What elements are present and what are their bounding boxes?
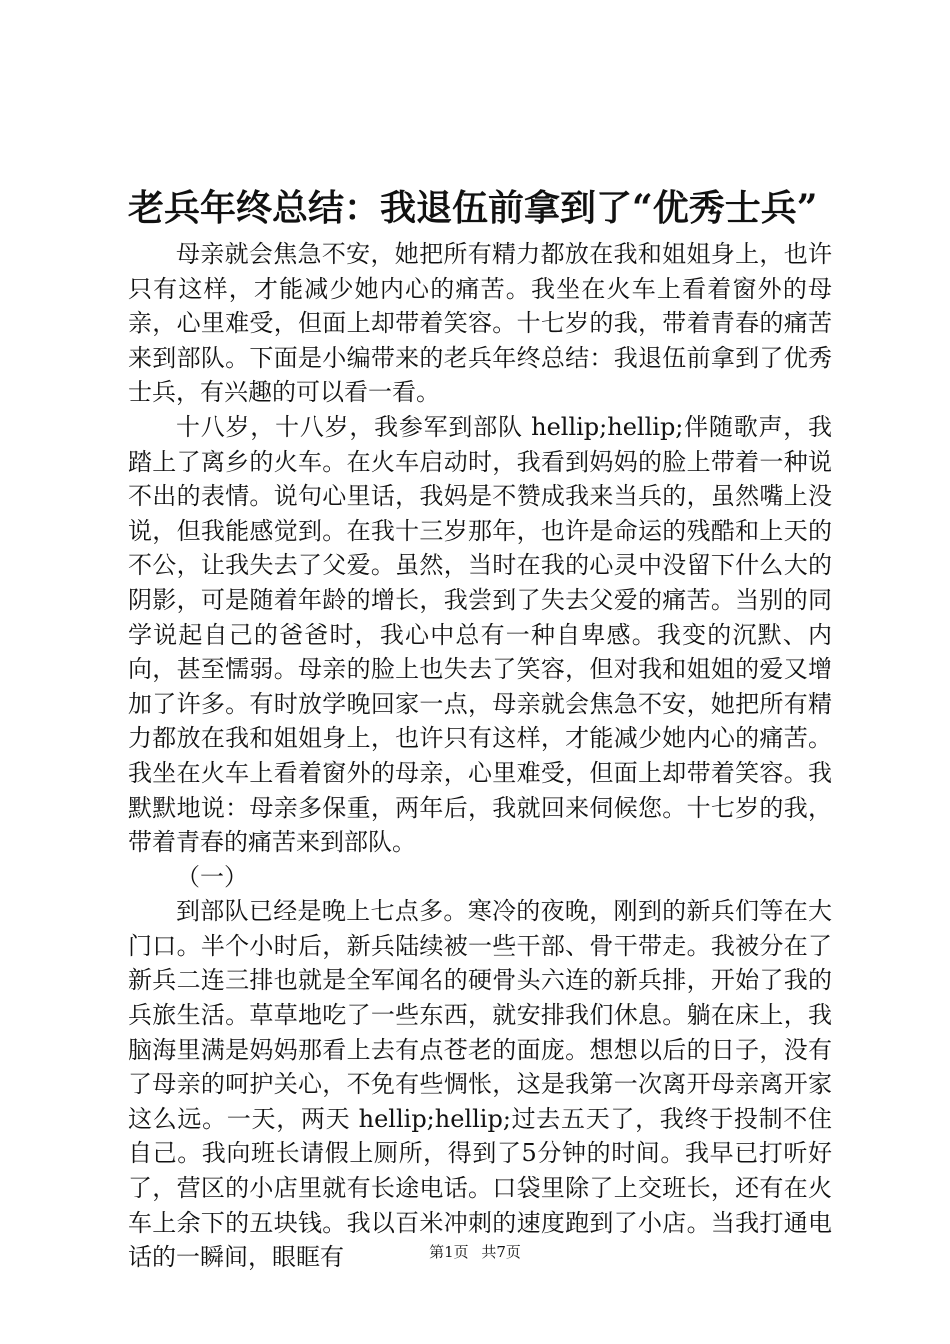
paragraph: 到部队已经是晚上七点多。寒冷的夜晚，刚到的新兵们等在大门口。半个小时后，新兵陆续被一些干部、骨干带走。我被分在了新兵二连三排也就是全军闻名的硬骨头六连的新兵排，开始了我的兵旅生活。草草地吃了一些东西，就安排我们休息。躺在床上，我脑海里满是妈妈那看上去有点苍老的面庞。想想以后的日子，没有了母亲的呵护关心，不免有些惆怅，这是我第一次离开母亲离开家这么远。一天，两天 hellip;hellip;过去五天了，我终于投制不住自己。我向班长请假上厕所，得到了5分钟的时间。我早已打听好了，营区的小店里就有长途电话。口袋里除了上交班长，还有在火车上余下的五块钱。我以百米冲刺的速度跑到了小店。当我打通电话的一瞬间，眼眶有 [128, 897, 832, 1272]
section-heading: （一） [176, 862, 248, 891]
document-title: 老兵年终总结：我退伍前拿到了“优秀士兵” [128, 187, 818, 229]
document-body [128, 237, 832, 1275]
page-footer [0, 1242, 950, 1262]
page-number: 第1页 [429, 1243, 469, 1261]
paragraph: 母亲就会焦急不安，她把所有精力都放在我和姐姐身上，也许只有这样，才能减少她内心的痛苦。我坐在火车上看着窗外的母亲，心里难受，但面上却带着笑容。十七岁的我，带着青春的痛苦来到部队。下面是小编带来的老兵年终总结：我退伍前拿到了优秀士兵，有兴趣的可以看一看。 [128, 240, 832, 407]
paragraph: 十八岁，十八岁，我参军到部队 hellip;hellip;伴随歌声，我踏上了离乡的火车。在火车启动时，我看到妈妈的脸上带着一种说不出的表情。说句心里话，我妈是不赞成我来当兵的，虽然嘴上没说，但我能感觉到。在我十三岁那年，也许是命运的残酷和上天的不公，让我失去了父爱。虽然，当时在我的心灵中没留下什么大的阴影，可是随着年龄的增长，我尝到了失去父爱的痛苦。当别的同学说起自己的爸爸时，我心中总有一种自卑感。我变的沉默、内向，甚至懦弱。母亲的脸上也失去了笑容，但对我和姐姐的爱又增加了许多。有时放学晚回家一点，母亲就会焦急不安，她把所有精力都放在我和姐姐身上，也许只有这样，才能减少她内心的痛苦。我坐在火车上看着窗外的母亲，心里难受，但面上却带着笑容。我默默地说：母亲多保重，两年后，我就回来伺候您。十七岁的我，带着青春的痛苦来到部队。 [128, 412, 832, 857]
page-total: 共7页 [481, 1243, 521, 1261]
